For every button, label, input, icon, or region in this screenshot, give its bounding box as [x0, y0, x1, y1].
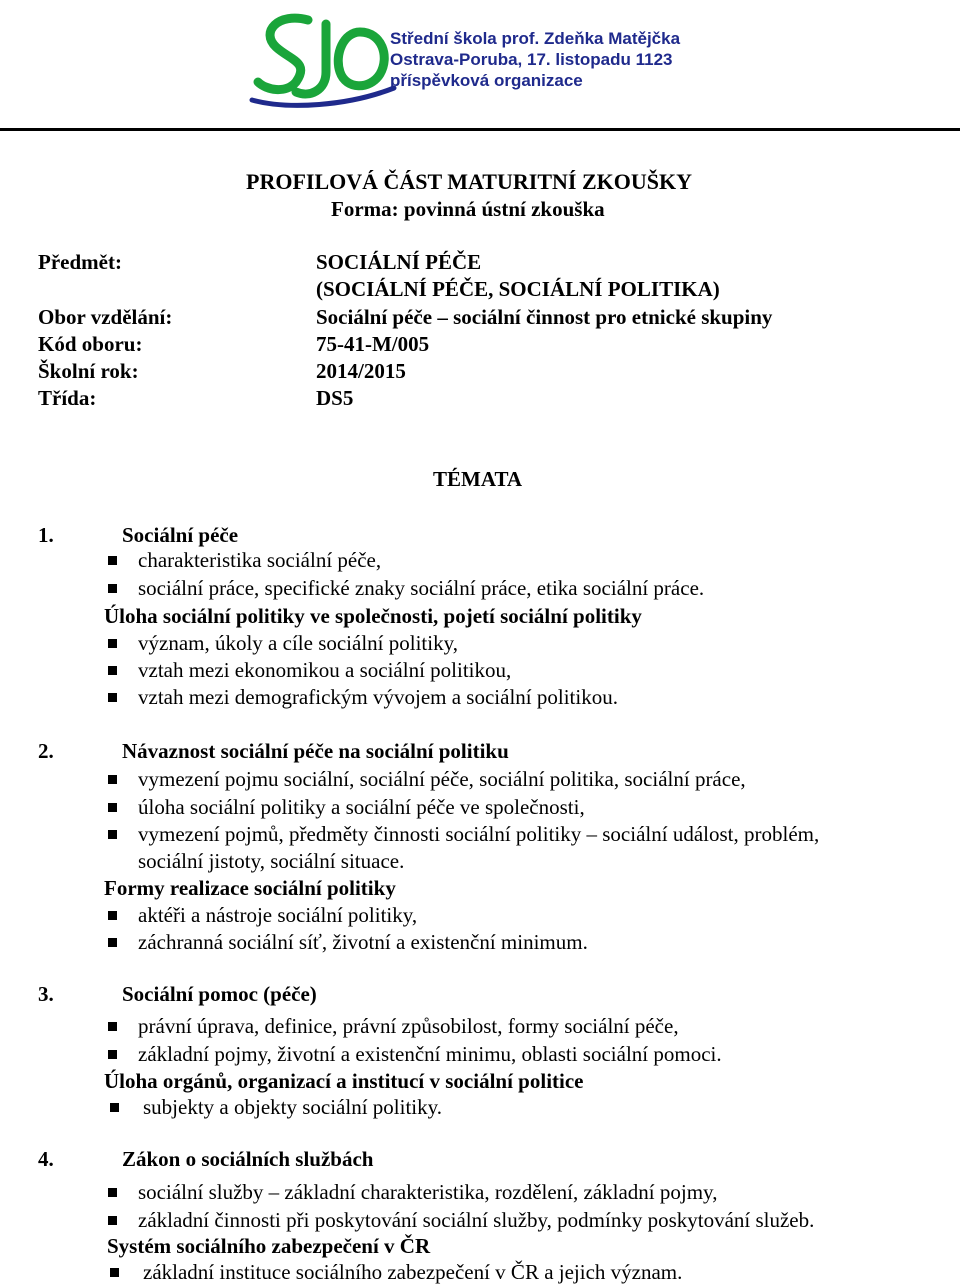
logo-o-stroke	[338, 32, 384, 86]
bullet-icon	[108, 775, 117, 784]
bullet-icon	[108, 666, 117, 675]
bullet-icon	[108, 556, 117, 565]
subject-label: Předmět:	[38, 250, 122, 274]
logo-s-stroke	[258, 18, 308, 89]
section-3-subtitle: Úloha orgánů, organizací a institucí v sociální politice	[104, 1069, 584, 1093]
section-2-subtitle: Formy realizace sociální politiky	[104, 876, 396, 900]
bullet-icon	[108, 1188, 117, 1197]
section-2-item: úloha sociální politiky a sociální péče ve společnosti,	[138, 795, 585, 819]
section-4-number: 4.	[38, 1147, 54, 1171]
field-label: Obor vzdělání:	[38, 305, 173, 329]
class-label: Třída:	[38, 386, 97, 410]
section-2-subitem: aktéři a nástroje sociální politiky,	[138, 903, 418, 927]
section-3-title: Sociální pomoc (péče)	[122, 982, 317, 1006]
code-label: Kód oboru:	[38, 332, 143, 356]
section-4-item: sociální služby – základní charakteristika, rozdělení, základní pojmy,	[138, 1180, 718, 1204]
section-3-subitem: subjekty a objekty sociální politiky.	[143, 1095, 443, 1119]
section-1-subitem: význam, úkoly a cíle sociální politiky,	[138, 631, 458, 655]
code-value: 75-41-M/005	[316, 332, 430, 356]
school-name-line-2: Ostrava-Poruba, 17. listopadu 1123	[390, 50, 673, 69]
bullet-icon	[108, 911, 117, 920]
section-1-subitem: vztah mezi demografickým vývojem a sociální politikou.	[138, 685, 618, 709]
field-value: Sociální péče – sociální činnost pro etnické skupiny	[316, 305, 773, 329]
topics-heading: TÉMATA	[433, 467, 523, 491]
bullet-icon	[108, 830, 117, 839]
section-3-number: 3.	[38, 982, 54, 1006]
section-2-title: Návaznost sociální péče na sociální politiku	[122, 739, 509, 763]
header-divider	[0, 128, 960, 131]
section-1-subtitle: Úloha sociální politiky ve společnosti, pojetí sociální politiky	[104, 604, 642, 628]
section-4-item: základní činnosti při poskytování sociální služby, podmínky poskytování služeb.	[138, 1208, 815, 1232]
section-3-item: právní úprava, definice, právní způsobilost, formy sociální péče,	[138, 1014, 679, 1038]
bullet-icon	[108, 1022, 117, 1031]
logo-j-stroke	[296, 24, 326, 94]
bullet-icon	[108, 1050, 117, 1059]
subject-value: SOCIÁLNÍ PÉČE	[316, 250, 482, 274]
section-1-item: sociální práce, specifické znaky sociální práce, etika sociální práce.	[138, 576, 705, 600]
section-1-subitem: vztah mezi ekonomikou a sociální politikou,	[138, 658, 512, 682]
section-2-item: vymezení pojmů, předměty činnosti sociální politiky – sociální událost, problém,	[138, 822, 820, 846]
section-1-item: charakteristika sociální péče,	[138, 548, 382, 572]
section-2-item-continuation: sociální jistoty, sociální situace.	[138, 849, 405, 873]
bullet-icon	[108, 803, 117, 812]
school-logo	[248, 2, 398, 112]
section-2-subitem: záchranná sociální síť, životní a existenční minimum.	[138, 930, 588, 954]
bullet-icon	[108, 639, 117, 648]
section-2-number: 2.	[38, 739, 54, 763]
year-value: 2014/2015	[316, 359, 406, 383]
section-4-subitem: základní instituce sociálního zabezpečení v ČR a jejich význam.	[143, 1260, 683, 1284]
bullet-icon	[108, 938, 117, 947]
document-title: PROFILOVÁ ČÁST MATURITNÍ ZKOUŠKY	[246, 169, 692, 194]
bullet-icon	[108, 693, 117, 702]
bullet-icon	[108, 1216, 117, 1225]
section-4-title: Zákon o sociálních službách	[122, 1147, 374, 1171]
section-2-item: vymezení pojmu sociální, sociální péče, sociální politika, sociální práce,	[138, 767, 746, 791]
bullet-icon	[108, 584, 117, 593]
bullet-icon	[110, 1268, 119, 1277]
section-4-subtitle: Systém sociálního zabezpečení v ČR	[107, 1234, 431, 1258]
class-value: DS5	[316, 386, 354, 410]
school-name-line-1: Střední škola prof. Zdeňka Matějčka	[390, 29, 681, 48]
bullet-icon	[110, 1103, 119, 1112]
section-1-number: 1.	[38, 523, 54, 547]
school-name-line-3: příspěvková organizace	[390, 71, 583, 90]
section-3-item: základní pojmy, životní a existenční minimu, oblasti sociální pomoci.	[138, 1042, 722, 1066]
section-1-title: Sociální péče	[122, 523, 239, 547]
document-subtitle: Forma: povinná ústní zkouška	[331, 197, 605, 221]
subject-value-detail: (SOCIÁLNÍ PÉČE, SOCIÁLNÍ POLITIKA)	[316, 277, 720, 301]
year-label: Školní rok:	[38, 359, 139, 383]
